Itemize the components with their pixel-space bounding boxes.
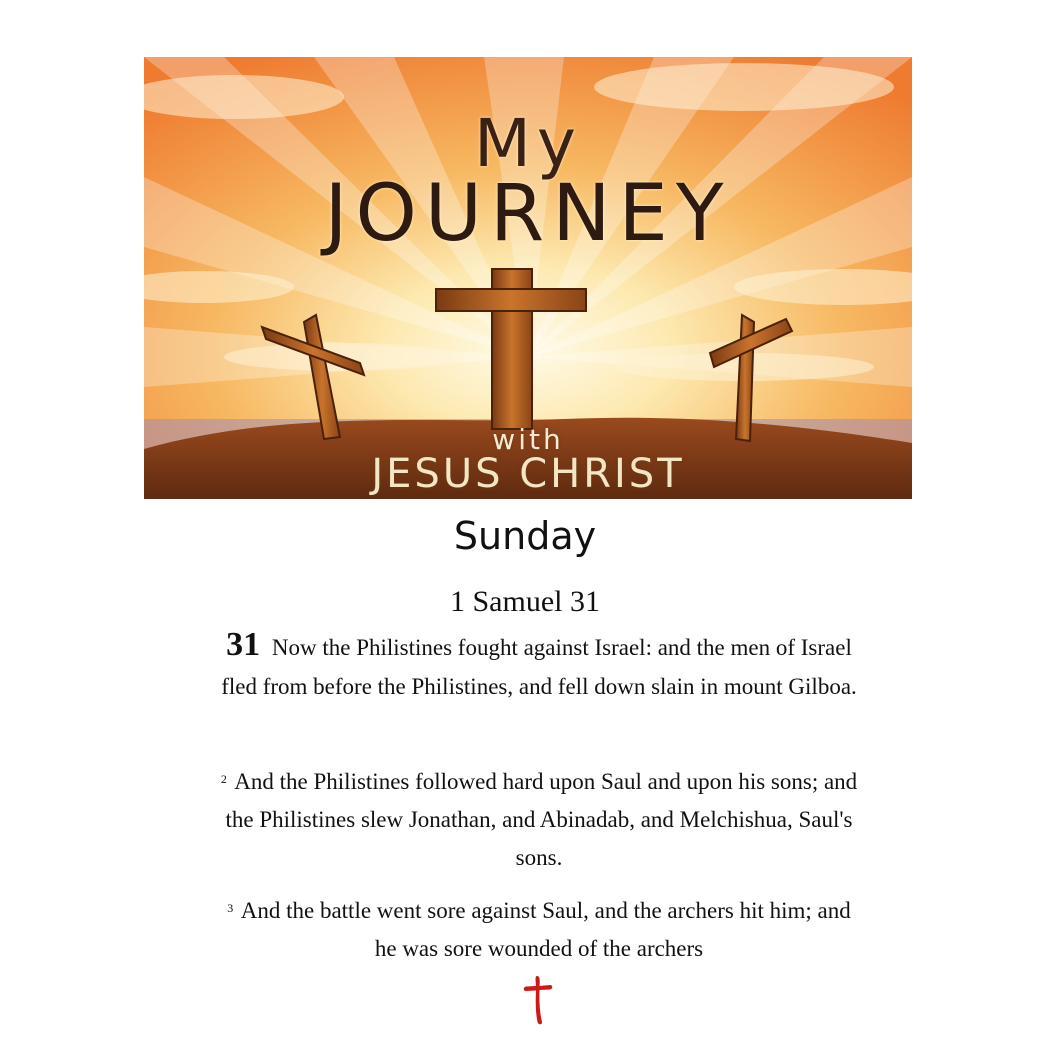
verse-number: 2 (220, 772, 227, 786)
banner-title-my: My (473, 105, 582, 182)
verse (215, 889, 863, 968)
verse-number: 3 (227, 901, 234, 915)
chapter-heading: 1 Samuel 31 (450, 585, 600, 618)
verse (215, 760, 863, 877)
banner-image (144, 57, 912, 499)
verse-text: And the battle went sore against Saul, and the archers hit him; and he was sore wounded of the archers (240, 898, 851, 961)
day-heading: Sunday (453, 514, 597, 558)
verse-text: Now the Philistines fought against Israel: and the men of Israel fled from before the Philistines, and fell down slain in mount Gilboa. (221, 635, 857, 699)
banner-subtitle-with: with (492, 423, 564, 456)
verse (215, 625, 863, 706)
chapter-number: 31 (226, 626, 261, 663)
banner-subtitle-jesus-christ: JESUS CHRIST (371, 451, 685, 497)
banner-title-journey: JOURNEY (324, 169, 732, 259)
verse-text: And the Philistines followed hard upon Saul and upon his sons; and the Philistines slew Jonathan, and Abinadab, and Melchishua, Saul's sons. (225, 769, 858, 870)
cross-icon (522, 974, 554, 1026)
